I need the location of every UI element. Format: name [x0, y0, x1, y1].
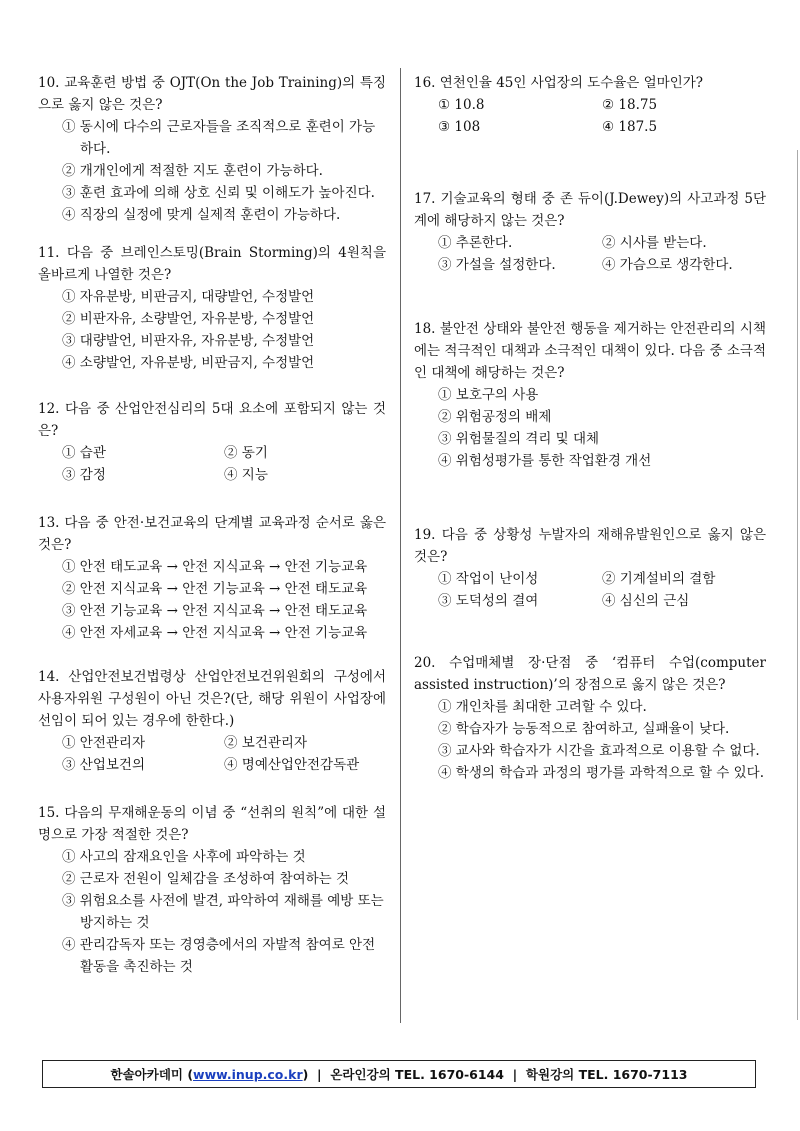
footer-contact-bar [42, 1060, 756, 1088]
answer-option: ④ 학생의 학습과 과정의 평가를 과학적으로 할 수 있다. [438, 765, 764, 781]
answer-option: ① 안전관리자 [62, 735, 145, 751]
question-19 [414, 524, 766, 612]
question-10 [38, 72, 386, 226]
question-15 [38, 802, 386, 978]
question-18 [414, 318, 766, 472]
answer-option: ② 학습자가 능동적으로 참여하고, 실패율이 낮다. [438, 721, 730, 737]
option-grid [38, 442, 386, 486]
answer-option: ② 동기 [224, 445, 268, 461]
answer-option: ③ 훈련 효과에 의해 상호 신뢰 및 이해도가 높아진다. [62, 185, 375, 201]
question-stem: 18. 불안전 상태와 불안전 행동을 제거하는 안전관리의 시책에는 적극적인 대책과 소극적인 대책이 있다. 다음 중 소극적인 대책에 해당하는 것은? [414, 321, 766, 381]
answer-option: ④ 위험성평가를 통한 작업환경 개선 [438, 453, 652, 469]
answer-option: ② 개개인에게 적절한 지도 훈련이 가능하다. [62, 163, 323, 179]
answer-option: ③ 위험요소를 사전에 발견, 파악하여 재해를 예방 또는 방지하는 것 [62, 893, 384, 931]
question-stem: 14. 산업안전보건법령상 산업안전보건위원회의 구성에서 사용자위원 구성원이 아닌 것은?(단, 해당 위원이 사업장에 선임이 되어 있는 경우에 한한다.) [38, 669, 386, 729]
answer-option: ① 10.8 [438, 97, 485, 113]
answer-option: ② 보건관리자 [224, 735, 307, 751]
answer-option: ② 안전 지식교육 → 안전 기능교육 → 안전 태도교육 [62, 581, 368, 597]
answer-option: ① 동시에 다수의 근로자들을 조직적으로 훈련이 가능하다. [62, 119, 376, 157]
footer-academy-name: 한솔아카데미 ( [110, 1067, 194, 1082]
option-grid [414, 94, 766, 138]
answer-option: ④ 187.5 [602, 119, 658, 135]
answer-option: ④ 지능 [224, 467, 268, 483]
answer-option: ③ 산업보건의 [62, 757, 145, 773]
answer-option: ① 사고의 잠재요인을 사후에 파악하는 것 [62, 849, 306, 865]
question-stem: 15. 다음의 무재해운동의 이념 중 “선취의 원칙”에 대한 설명으로 가장 적절한 것은? [38, 805, 386, 843]
answer-option: ① 안전 태도교육 → 안전 지식교육 → 안전 기능교육 [62, 559, 368, 575]
answer-option: ③ 대량발언, 비판자유, 자유분방, 수정발언 [62, 333, 315, 349]
question-20 [414, 652, 766, 784]
answer-option: ③ 도덕성의 결여 [438, 593, 539, 609]
answer-option: ① 습관 [62, 445, 106, 461]
question-12 [38, 398, 386, 486]
question-stem: 11. 다음 중 브레인스토밍(Brain Storming)의 4원칙을 올바르게 나열한 것은? [38, 245, 386, 283]
answer-option: ③ 108 [438, 119, 481, 135]
answer-option: ② 비판자유, 소량발언, 자유분방, 수정발언 [62, 311, 315, 327]
column-divider [400, 68, 401, 1023]
answer-option: ③ 가설을 설정한다. [438, 257, 556, 273]
answer-option: ③ 교사와 학습자가 시간을 효과적으로 이용할 수 없다. [438, 743, 760, 759]
answer-option: ③ 위험물질의 격리 및 대체 [438, 431, 600, 447]
answer-option: ② 18.75 [602, 97, 658, 113]
answer-option: ① 자유분방, 비판금지, 대량발언, 수정발언 [62, 289, 315, 305]
answer-option: ① 추론한다. [438, 235, 513, 251]
option-grid [414, 232, 766, 276]
answer-option: ④ 관리감독자 또는 경영층에서의 자발적 참여로 안전 활동을 촉진하는 것 [62, 937, 376, 975]
answer-option: ③ 감정 [62, 467, 106, 483]
question-stem: 19. 다음 중 상황성 누발자의 재해유발원인으로 옳지 않은 것은? [414, 527, 766, 565]
answer-option: ④ 명예산업안전감독관 [224, 757, 360, 773]
answer-option: ④ 심신의 근심 [602, 593, 690, 609]
answer-option: ④ 소량발언, 자유분방, 비판금지, 수정발언 [62, 355, 315, 371]
question-stem: 13. 다음 중 안전·보건교육의 단계별 교육과정 순서로 옳은 것은? [38, 515, 386, 553]
footer-phone-info: ) | 온라인강의 TEL. 1670-6144 | 학원강의 TEL. 1670-7113 [302, 1067, 688, 1082]
answer-option: ② 기계설비의 결함 [602, 571, 716, 587]
question-13 [38, 512, 386, 644]
question-stem: 16. 연천인율 45인 사업장의 도수율은 얼마인가? [414, 75, 704, 91]
answer-option: ④ 가슴으로 생각한다. [602, 257, 733, 273]
question-stem: 17. 기술교육의 형태 중 존 듀이(J.Dewey)의 사고과정 5단계에 해당하지 않는 것은? [414, 191, 766, 229]
option-grid [414, 568, 766, 612]
question-16 [414, 72, 766, 138]
answer-option: ④ 직장의 실정에 맞게 실제적 훈련이 가능하다. [62, 207, 341, 223]
question-stem: 12. 다음 중 산업안전심리의 5대 요소에 포함되지 않는 것은? [38, 401, 386, 439]
question-14 [38, 666, 386, 776]
page-edge-line [797, 150, 798, 1020]
answer-option: ② 시사를 받는다. [602, 235, 707, 251]
answer-option: ③ 안전 기능교육 → 안전 지식교육 → 안전 태도교육 [62, 603, 368, 619]
footer-website-link[interactable]: www.inup.co.kr [193, 1066, 303, 1082]
answer-option: ① 개인차를 최대한 고려할 수 있다. [438, 699, 647, 715]
question-11 [38, 242, 386, 374]
answer-option: ② 위험공정의 배제 [438, 409, 552, 425]
option-grid [38, 732, 386, 776]
question-stem: 10. 교육훈련 방법 중 OJT(On the Job Training)의 특징으로 옳지 않은 것은? [38, 75, 386, 113]
answer-option: ① 작업이 난이성 [438, 571, 539, 587]
question-stem: 20. 수업매체별 장·단점 중 ‘컴퓨터 수업(computer assisted instruction)’의 장점으로 옳지 않은 것은? [414, 655, 766, 693]
answer-option: ① 보호구의 사용 [438, 387, 539, 403]
answer-option: ④ 안전 자세교육 → 안전 지식교육 → 안전 기능교육 [62, 625, 368, 641]
question-17 [414, 188, 766, 276]
answer-option: ② 근로자 전원이 일체감을 조성하여 참여하는 것 [62, 871, 350, 887]
